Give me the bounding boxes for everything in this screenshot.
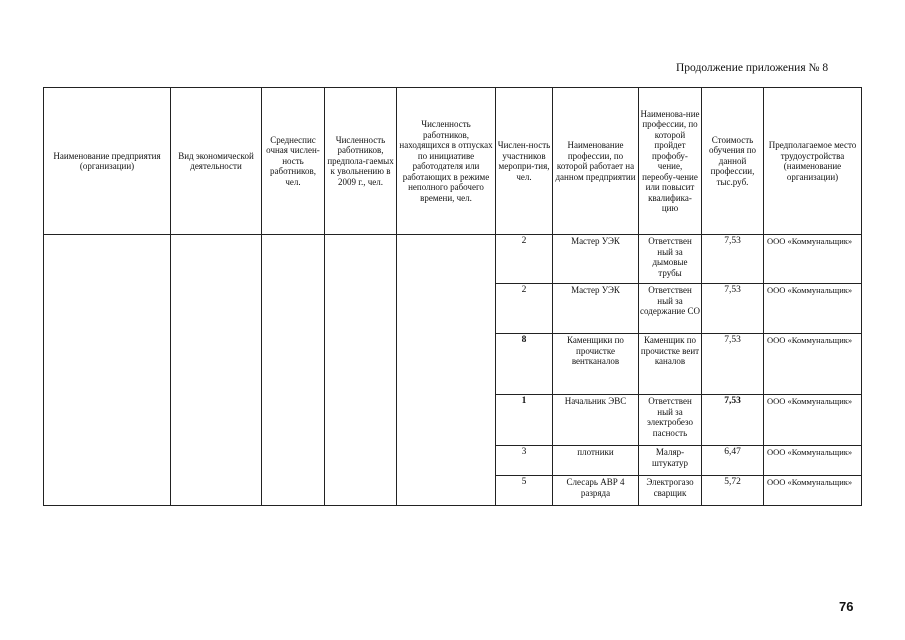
header-part-time-workers: Численность работников, находящихся в отпусках по инициативе работодателя или работающих в режиме неполного рабочего времени, чел. [397, 88, 496, 235]
table-body [44, 235, 862, 506]
header-employment-place: Предполагаемое место трудоустройства (наименование организации) [764, 88, 862, 235]
cell-participants-count: 2 [496, 235, 553, 284]
header-average-headcount: Среднеспис очная числен-ность работников, чел. [262, 88, 325, 235]
appendix-table [43, 87, 862, 506]
cell-current-profession: Мастер УЭК [553, 235, 639, 284]
cell-participants-count: 8 [496, 334, 553, 395]
cell-employment-place: ООО «Коммунальщик» [764, 395, 862, 446]
cell-part-time-workers [397, 235, 496, 506]
cell-training-cost: 7,53 [702, 395, 764, 446]
cell-activity-type [171, 235, 262, 506]
page-number: 76 [839, 599, 854, 614]
cell-enterprise-name [44, 235, 171, 506]
cell-training-profession: Каменщик по прочистке веит каналов [639, 334, 702, 395]
cell-participants-count: 5 [496, 476, 553, 506]
cell-training-cost: 7,53 [702, 235, 764, 284]
cell-average-headcount [262, 235, 325, 506]
cell-current-profession: Начальник ЭВС [553, 395, 639, 446]
cell-training-cost: 7,53 [702, 284, 764, 334]
cell-current-profession: плотники [553, 446, 639, 476]
table-row [44, 235, 862, 284]
cell-current-profession: Каменщики по прочистке вентканалов [553, 334, 639, 395]
cell-training-profession: Ответствен ный за содержание СО [639, 284, 702, 334]
cell-employment-place: ООО «Коммунальщик» [764, 446, 862, 476]
cell-current-profession: Мастер УЭК [553, 284, 639, 334]
cell-planned-dismissals [325, 235, 397, 506]
cell-employment-place: ООО «Коммунальщик» [764, 334, 862, 395]
header-participants-count: Числен-ность участников меропри-тия, чел. [496, 88, 553, 235]
cell-training-profession: Маляр-штукатур [639, 446, 702, 476]
cell-employment-place: ООО «Коммунальщик» [764, 476, 862, 506]
header-training-cost: Стоимость обучения по данной профессии, тыс.руб. [702, 88, 764, 235]
cell-employment-place: ООО «Коммунальщик» [764, 235, 862, 284]
header-training-profession: Наименова-ние профессии, по которой пройдет профобу-чение, переобу-чение или повысит квалифика-цию [639, 88, 702, 235]
cell-training-cost: 5,72 [702, 476, 764, 506]
header-enterprise-name: Наименование предприятия (организации) [44, 88, 171, 235]
cell-training-profession: Ответствен ный за электробезо пасность [639, 395, 702, 446]
cell-participants-count: 1 [496, 395, 553, 446]
cell-training-profession: Ответствен ный за дымовые трубы [639, 235, 702, 284]
table-header [44, 88, 862, 235]
cell-training-cost: 7,53 [702, 334, 764, 395]
cell-training-cost: 6,47 [702, 446, 764, 476]
header-activity-type: Вид экономической деятельности [171, 88, 262, 235]
cell-employment-place: ООО «Коммунальщик» [764, 284, 862, 334]
header-planned-dismissals: Численность работников, предпола-гаемых к увольнению в 2009 г., чел. [325, 88, 397, 235]
cell-current-profession: Слесарь АВР 4 разряда [553, 476, 639, 506]
header-current-profession: Наименование профессии, по которой работает на данном предприятии [553, 88, 639, 235]
cell-participants-count: 2 [496, 284, 553, 334]
cell-training-profession: Электрогазо сварщик [639, 476, 702, 506]
cell-participants-count: 3 [496, 446, 553, 476]
appendix-caption: Продолжение приложения № 8 [676, 62, 829, 74]
